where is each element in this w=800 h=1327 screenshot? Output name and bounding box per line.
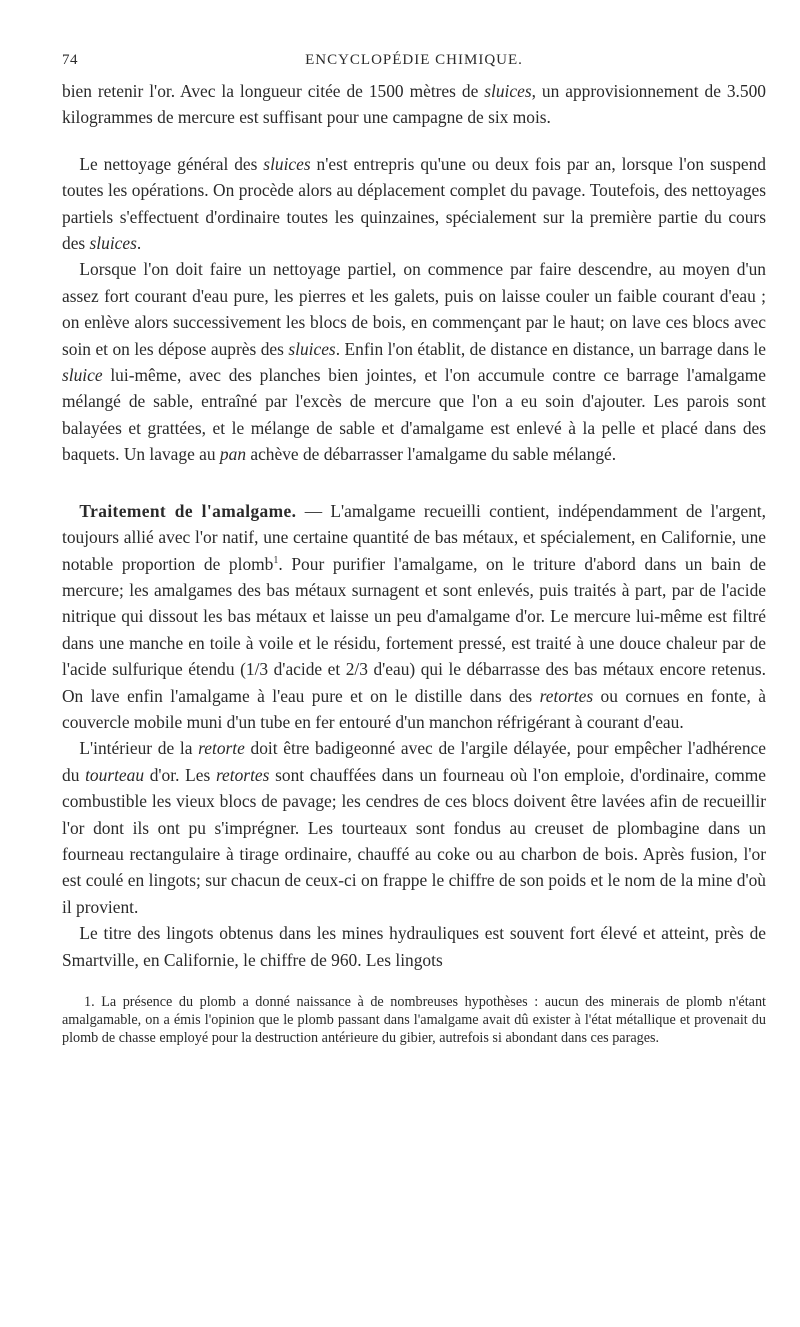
italic-term: sluices (484, 81, 532, 101)
text-run: L'intérieur de la (79, 738, 199, 759)
text-run: bien retenir l'or. Avec la longueur citée de 1500 mètres de (62, 81, 485, 101)
running-title: ENCYCLOPÉDIE CHIMIQUE. (305, 52, 523, 68)
text-run: ou cornues en fonte, à couvercle mobile muni d'un tube en fer entouré d'un manchon réfrigérant à courant d'eau. (62, 685, 766, 732)
page-number: 74 (62, 52, 78, 68)
italic-term: sluices (89, 233, 137, 254)
footnotes (62, 993, 766, 1047)
text-run: . (136, 233, 142, 254)
paragraph-4 (62, 498, 766, 736)
text-run: Le titre des lingots obtenus dans les mines hydrauliques est souvent fort élevé et atteint, près de Smartville, en Californie, le chiffre de 960. Les lingots (62, 923, 766, 970)
text-run: d'or. Les (144, 764, 216, 785)
text-run: n'est entrepris qu'une ou deux fois par an, lorsque l'on suspend toutes les opérations. On procède alors au déplacement complet du pavage. Toutefois, des nettoyages partiels s'effectuent d'ordinaire toutes les quinzaines, spécialement sur la première partie du cours des (62, 153, 766, 254)
italic-term: retorte (198, 738, 245, 759)
italic-term: sluices (288, 338, 336, 359)
footnote-1: 1. La présence du plomb a donné naissance à de nombreuses hypothèses : aucun des minerais de plomb n'étant amalgamable, on a émis l'opinion que le plomb passant dans l'amalgame avait dû exister à l'état métallique et provenait du plomb de chasse employé pour la destruction antérieure du gibier, autrefois si abondant dans ces parages. (62, 994, 766, 1046)
text-run: . Pour purifier l'amalgame, on le triture d'abord dans un bain de mercure; les amalgames des bas métaux surnagent et sont enlevés, puis traités à part, par de l'acide nitrique qui dissout les bas métaux et laisse un peu d'amalgame d'or. Le mercure lui-même est filtré dans une manche en toile à voile et le résidu, fortement pressé, est traité à une douce chaleur par de l'acide sulfurique étendu (1/3 d'acide et 2/3 d'eau) qui le débarrasse des bas métaux encore retenus. On lave enfin l'amalgame à l'eau pure et on le distille dans des (62, 553, 767, 706)
running-head (62, 52, 766, 78)
paragraph-6 (62, 920, 766, 973)
italic-term: retortes (539, 685, 594, 706)
italic-term: retortes (215, 764, 270, 785)
text-run: Lorsque l'on doit faire un nettoyage partiel, on commence par faire descendre, au moyen d'un assez fort courant d'eau pure, les pierres et les galets, puis on laisse couler un faible courant d'eau ; on enlève alors successivement les blocs de bois, en commençant par le haut; on lave ces blocs avec soin et on les dépose auprès des (62, 259, 766, 359)
text-run: Le nettoyage général des (79, 153, 264, 174)
text-run: , un approvisionnement de 3.500 kilogrammes de mercure est suffisant pour une campagne de six mois. (62, 81, 766, 128)
paragraph-2 (62, 151, 766, 257)
paragraph-3 (62, 256, 766, 467)
text-run: — L'amalgame recueilli contient, indépendamment de l'argent, toujours allié avec l'or natif, une certaine quantité de bas métaux, et spécialement, en Californie, une notable proportion de plomb (62, 500, 766, 574)
italic-term: sluice (62, 365, 103, 386)
body-text (62, 78, 766, 973)
footnote-ref: 1 (273, 554, 279, 566)
page (62, 52, 766, 1047)
paragraph-1 (62, 78, 766, 131)
text-run: doit être badigeonné avec de l'argile délayée, pour empêcher l'adhérence du (62, 738, 766, 785)
text-run: . Enfin l'on établit, de distance en distance, un barrage dans le (335, 338, 766, 359)
italic-term: tourteau (85, 764, 145, 785)
text-run: achève de débarrasser l'amalgame du sable mélangé. (246, 444, 617, 465)
italic-term: pan (219, 444, 247, 465)
section-title: Traitement de l'amalgame. (79, 500, 297, 521)
italic-term: sluices (263, 153, 311, 174)
text-run: sont chauffées dans un fourneau où l'on emploie, d'ordinaire, comme combustible les vieux blocs de pavage; les cendres de ces blocs doivent être lavées afin de recueillir l'or dont ils ont pu s'imprégner. Les tourteaux sont fondus au creuset de plombagine dans un fourneau rectangulaire à tirage ordinaire, chauffé au coke ou au charbon de bois. Après fusion, l'or est coulé en lingots; sur chacun de ceux-ci on frappe le chiffre de son poids et le nom de la mine d'où il provient. (62, 764, 766, 917)
paragraph-5 (62, 735, 766, 920)
text-run: lui-même, avec des planches bien jointes, et l'on accumule contre ce barrage l'amalgame mélangé de sable, entraîné par l'excès de mercure que l'on a eu soin d'ajouter. Les parois sont balayées et grattées, et le mélange de sable et d'amalgame est enlevé à la pelle et placé dans des baquets. Un lavage au (62, 365, 766, 465)
